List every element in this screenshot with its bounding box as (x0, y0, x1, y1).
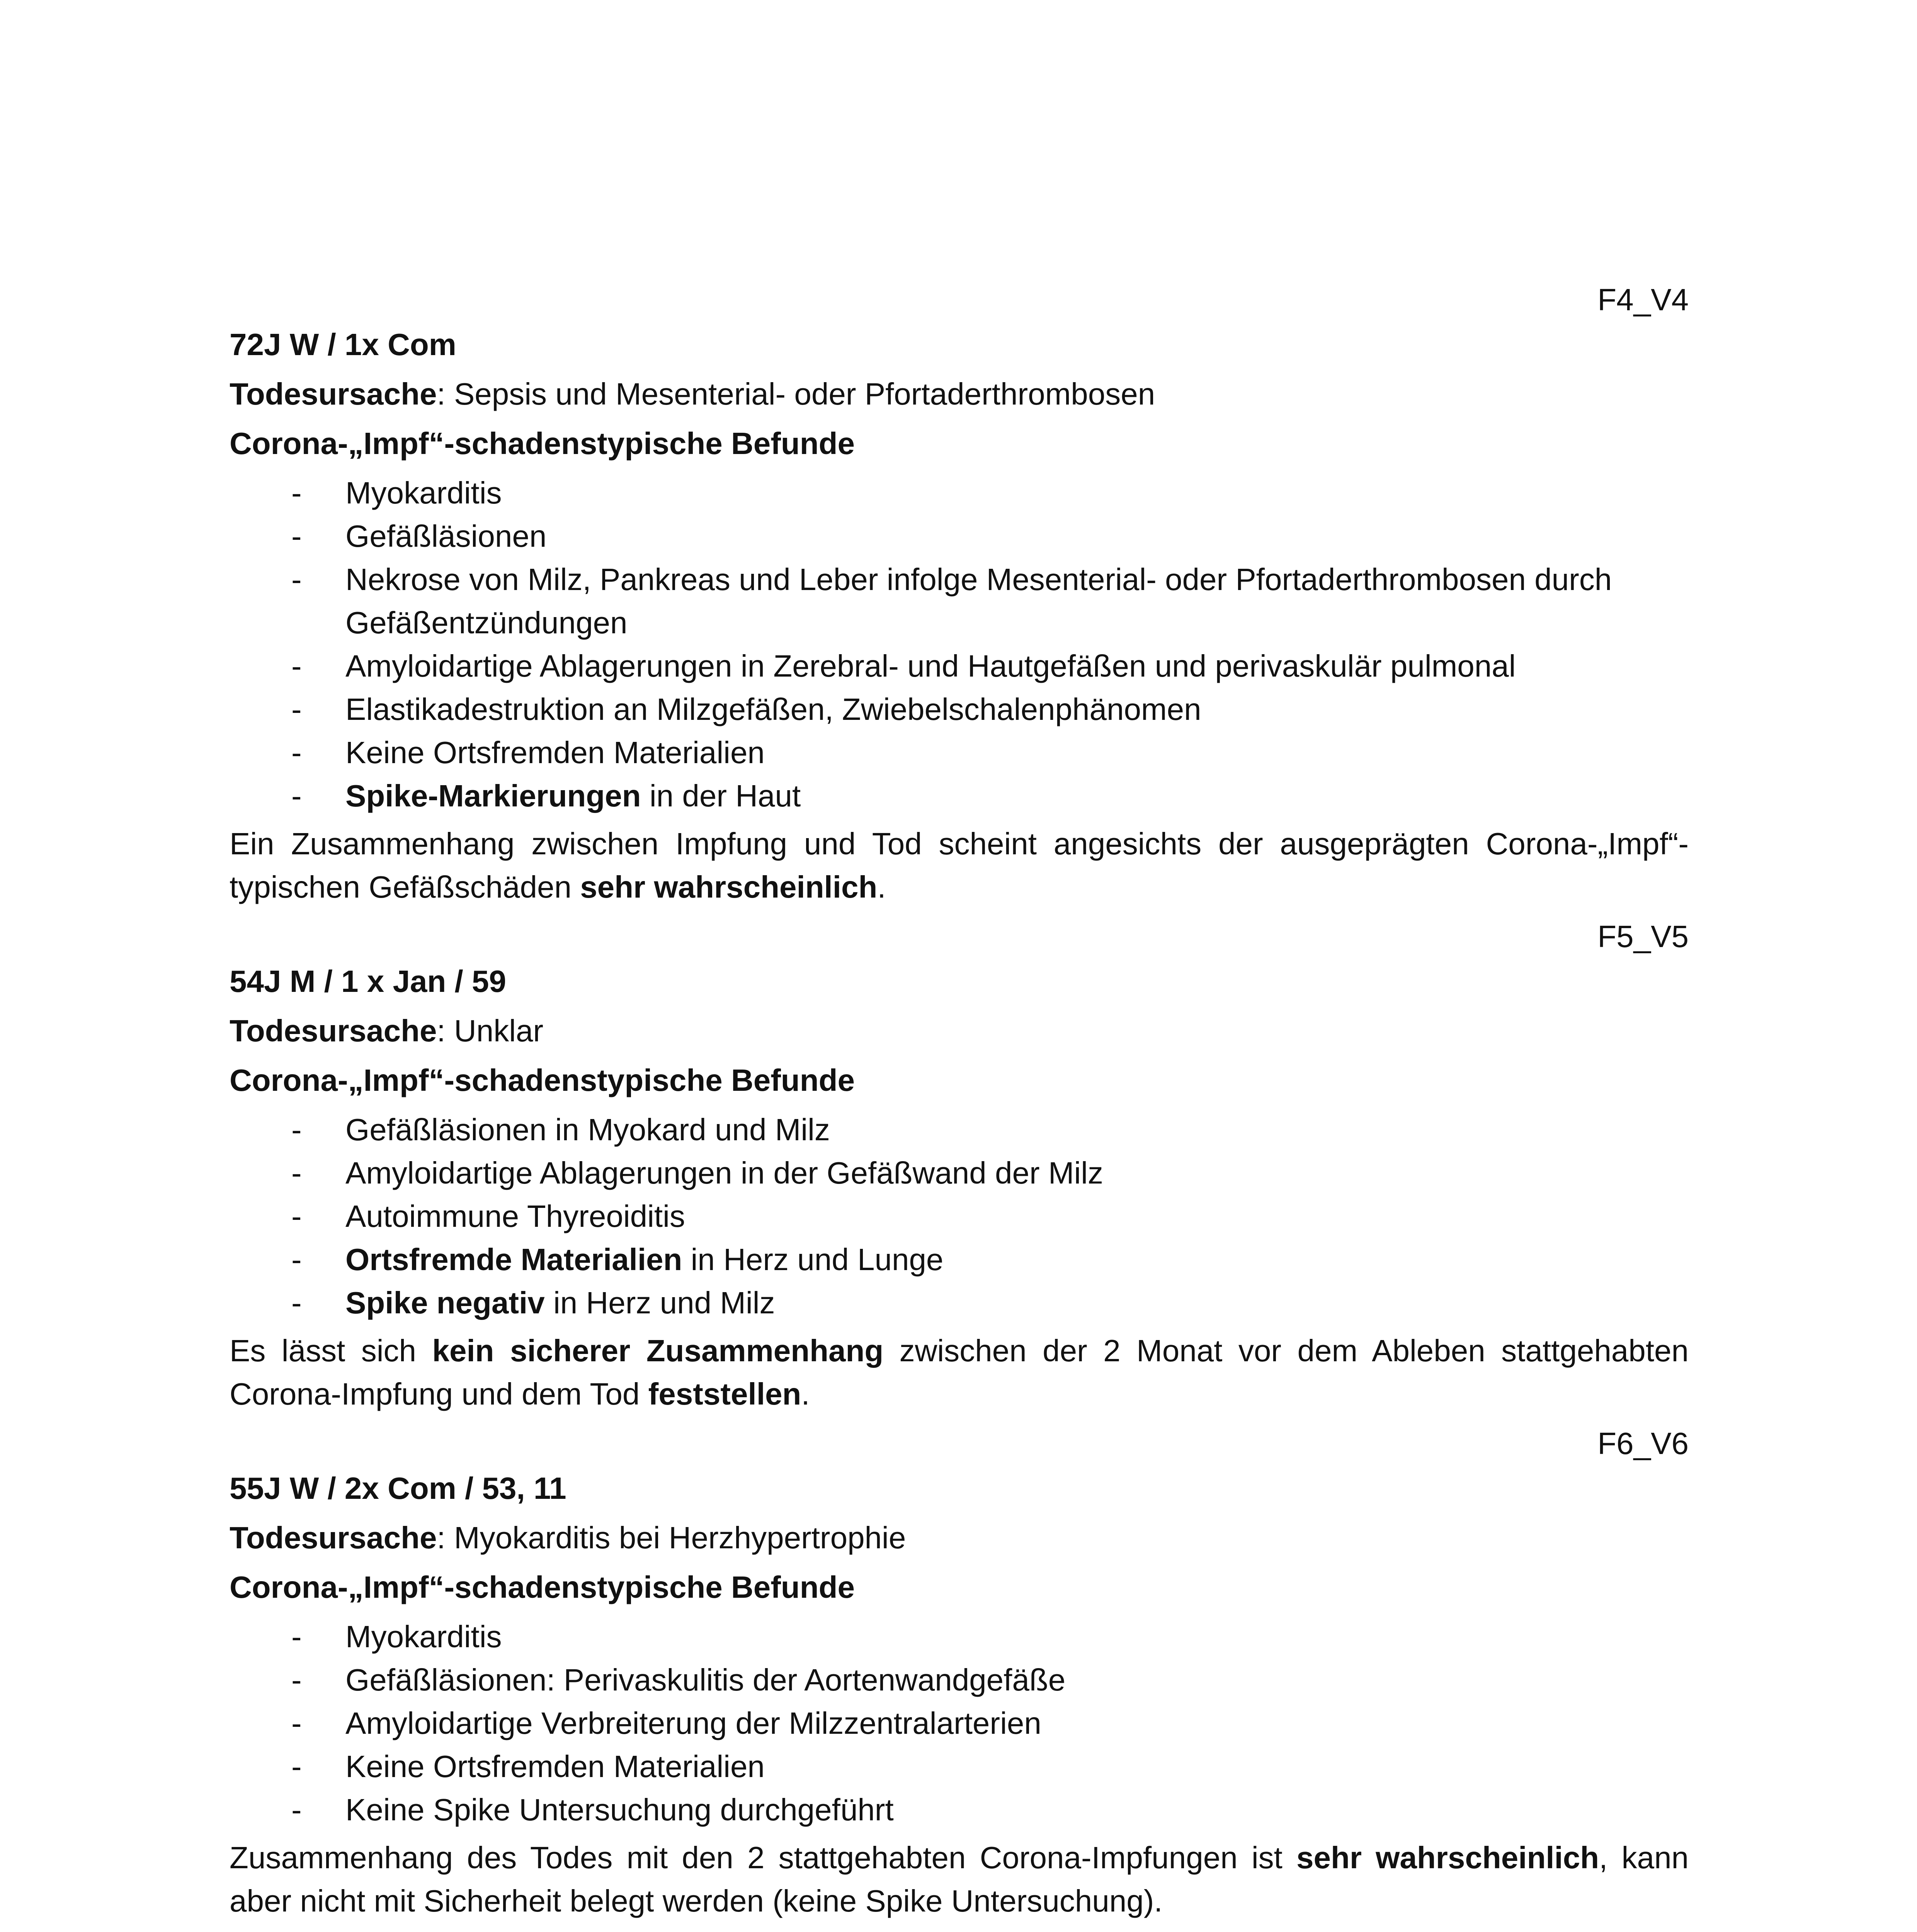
list-dash: - (291, 562, 302, 597)
finding-item (230, 1195, 1689, 1238)
finding-text: Keine Ortsfremden Materialien (345, 1749, 765, 1784)
list-dash: - (291, 1156, 302, 1190)
conclusion-segment: kein sicherer Zusammenhang (432, 1333, 884, 1368)
case-code: F6_V6 (1597, 1426, 1689, 1461)
list-dash: - (291, 1199, 302, 1233)
list-dash: - (291, 1706, 302, 1740)
list-dash: - (291, 649, 302, 683)
finding-item (230, 515, 1689, 558)
finding-text: Gefäßläsionen in Myokard und Milz (345, 1112, 830, 1147)
case-title: 72J W / 1x Com (230, 327, 456, 362)
list-dash: - (291, 1112, 302, 1147)
finding-item (230, 645, 1689, 688)
finding-item (230, 558, 1689, 645)
finding-item (230, 1108, 1689, 1151)
case-title: 54J M / 1 x Jan / 59 (230, 964, 506, 998)
list-dash: - (291, 1793, 302, 1827)
findings-heading: Corona-„Impf“-schadenstypische Befunde (230, 1063, 855, 1097)
conclusion-segment: sehr wahrscheinlich (1296, 1840, 1599, 1875)
findings-heading: Corona-„Impf“-schadenstypische Befunde (230, 426, 855, 461)
list-dash: - (291, 519, 302, 553)
cause-text: : Unklar (437, 1014, 544, 1048)
cause-of-death (230, 1009, 1689, 1053)
case-block (230, 278, 1689, 909)
list-dash: - (291, 735, 302, 770)
conclusion-segment: Zusammenhang des Todes mit den 2 stattgehabten Corona-Impfungen ist (230, 1840, 1297, 1875)
list-dash: - (291, 476, 302, 510)
conclusion (230, 1836, 1689, 1923)
list-dash: - (291, 1242, 302, 1277)
finding-text: Nekrose von Milz, Pankreas und Leber infolge Mesenterial- oder Pfortaderthrombosen durch Gefäßentzündungen (345, 562, 1612, 640)
finding-item (230, 731, 1689, 774)
finding-text: Gefäßläsionen (345, 519, 547, 553)
list-dash: - (291, 692, 302, 726)
cause-text: : Sepsis und Mesenterial- oder Pfortaderthrombosen (437, 377, 1155, 411)
list-dash: - (291, 1663, 302, 1697)
findings-list (230, 471, 1689, 818)
case-title: 55J W / 2x Com / 53, 11 (230, 1471, 566, 1505)
finding-item (230, 1615, 1689, 1658)
list-dash: - (291, 1286, 302, 1320)
finding-item (230, 1151, 1689, 1195)
finding-item (230, 1281, 1689, 1325)
conclusion-segment: zwischen der 2 Monat vor dem Ableben stattgehabten Corona-Impfung und dem Tod (230, 1333, 1689, 1411)
finding-bold-text: Ortsfremde Materialien (345, 1242, 682, 1277)
finding-text: Gefäßläsionen: Perivaskulitis der Aortenwandgefäße (345, 1663, 1066, 1697)
finding-bold-text: Spike negativ (345, 1286, 545, 1320)
cause-text: : Myokarditis bei Herzhypertrophie (437, 1520, 906, 1555)
conclusion-segment: Es lässt sich (230, 1333, 432, 1368)
finding-bold-text: Spike-Markierungen (345, 779, 641, 813)
conclusion (230, 822, 1689, 909)
cause-of-death (230, 1516, 1689, 1560)
finding-text: Myokarditis (345, 1619, 502, 1654)
finding-item (230, 471, 1689, 515)
case-block (230, 1929, 1689, 1932)
finding-text: Myokarditis (345, 476, 502, 510)
list-dash: - (291, 1619, 302, 1654)
list-dash: - (291, 779, 302, 813)
finding-text: in Herz und Milz (544, 1286, 775, 1320)
cause-label: Todesursache (230, 1014, 437, 1048)
finding-item (230, 1745, 1689, 1788)
finding-item (230, 1658, 1689, 1702)
conclusion-segment: , kann aber nicht mit Sicherheit belegt werden (keine Spike Untersuchung). (230, 1840, 1689, 1918)
list-dash: - (291, 1749, 302, 1784)
finding-item (230, 1702, 1689, 1745)
finding-text: Amyloidartige Verbreiterung der Milzzentralarterien (345, 1706, 1041, 1740)
finding-text: Amyloidartige Ablagerungen in der Gefäßwand der Milz (345, 1156, 1104, 1190)
case-block (230, 1422, 1689, 1923)
findings-list (230, 1615, 1689, 1832)
cause-of-death (230, 372, 1689, 416)
case-list (230, 278, 1689, 1932)
case-block (230, 915, 1689, 1416)
finding-item (230, 1238, 1689, 1281)
finding-text: Keine Spike Untersuchung durchgeführt (345, 1793, 894, 1827)
conclusion-segment: feststellen (648, 1377, 801, 1411)
case-code: F5_V5 (1597, 919, 1689, 954)
findings-heading: Corona-„Impf“-schadenstypische Befunde (230, 1570, 855, 1604)
cause-label: Todesursache (230, 1520, 437, 1555)
case-code (230, 1929, 1689, 1932)
findings-list (230, 1108, 1689, 1325)
finding-item (230, 774, 1689, 818)
finding-text: Elastikadestruktion an Milzgefäßen, Zwiebelschalenphänomen (345, 692, 1201, 726)
finding-text: in der Haut (641, 779, 801, 813)
finding-text: in Herz und Lunge (682, 1242, 944, 1277)
page-body (230, 0, 1689, 1932)
finding-text: Keine Ortsfremden Materialien (345, 735, 765, 770)
finding-text: Autoimmune Thyreoiditis (345, 1199, 685, 1233)
case-code: F4_V4 (1597, 282, 1689, 317)
conclusion-segment: . (877, 870, 886, 904)
finding-text: Amyloidartige Ablagerungen in Zerebral- und Hautgefäßen und perivaskulär pulmonal (345, 649, 1516, 683)
finding-item (230, 1788, 1689, 1832)
finding-item (230, 688, 1689, 731)
conclusion (230, 1329, 1689, 1416)
conclusion-segment: sehr wahrscheinlich (580, 870, 878, 904)
cause-label: Todesursache (230, 377, 437, 411)
conclusion-segment: Ein Zusammenhang zwischen Impfung und Tod scheint angesichts der ausgeprägten Corona-„Impf“-typischen Gefäßschäden (230, 827, 1689, 904)
conclusion-segment: . (801, 1377, 810, 1411)
